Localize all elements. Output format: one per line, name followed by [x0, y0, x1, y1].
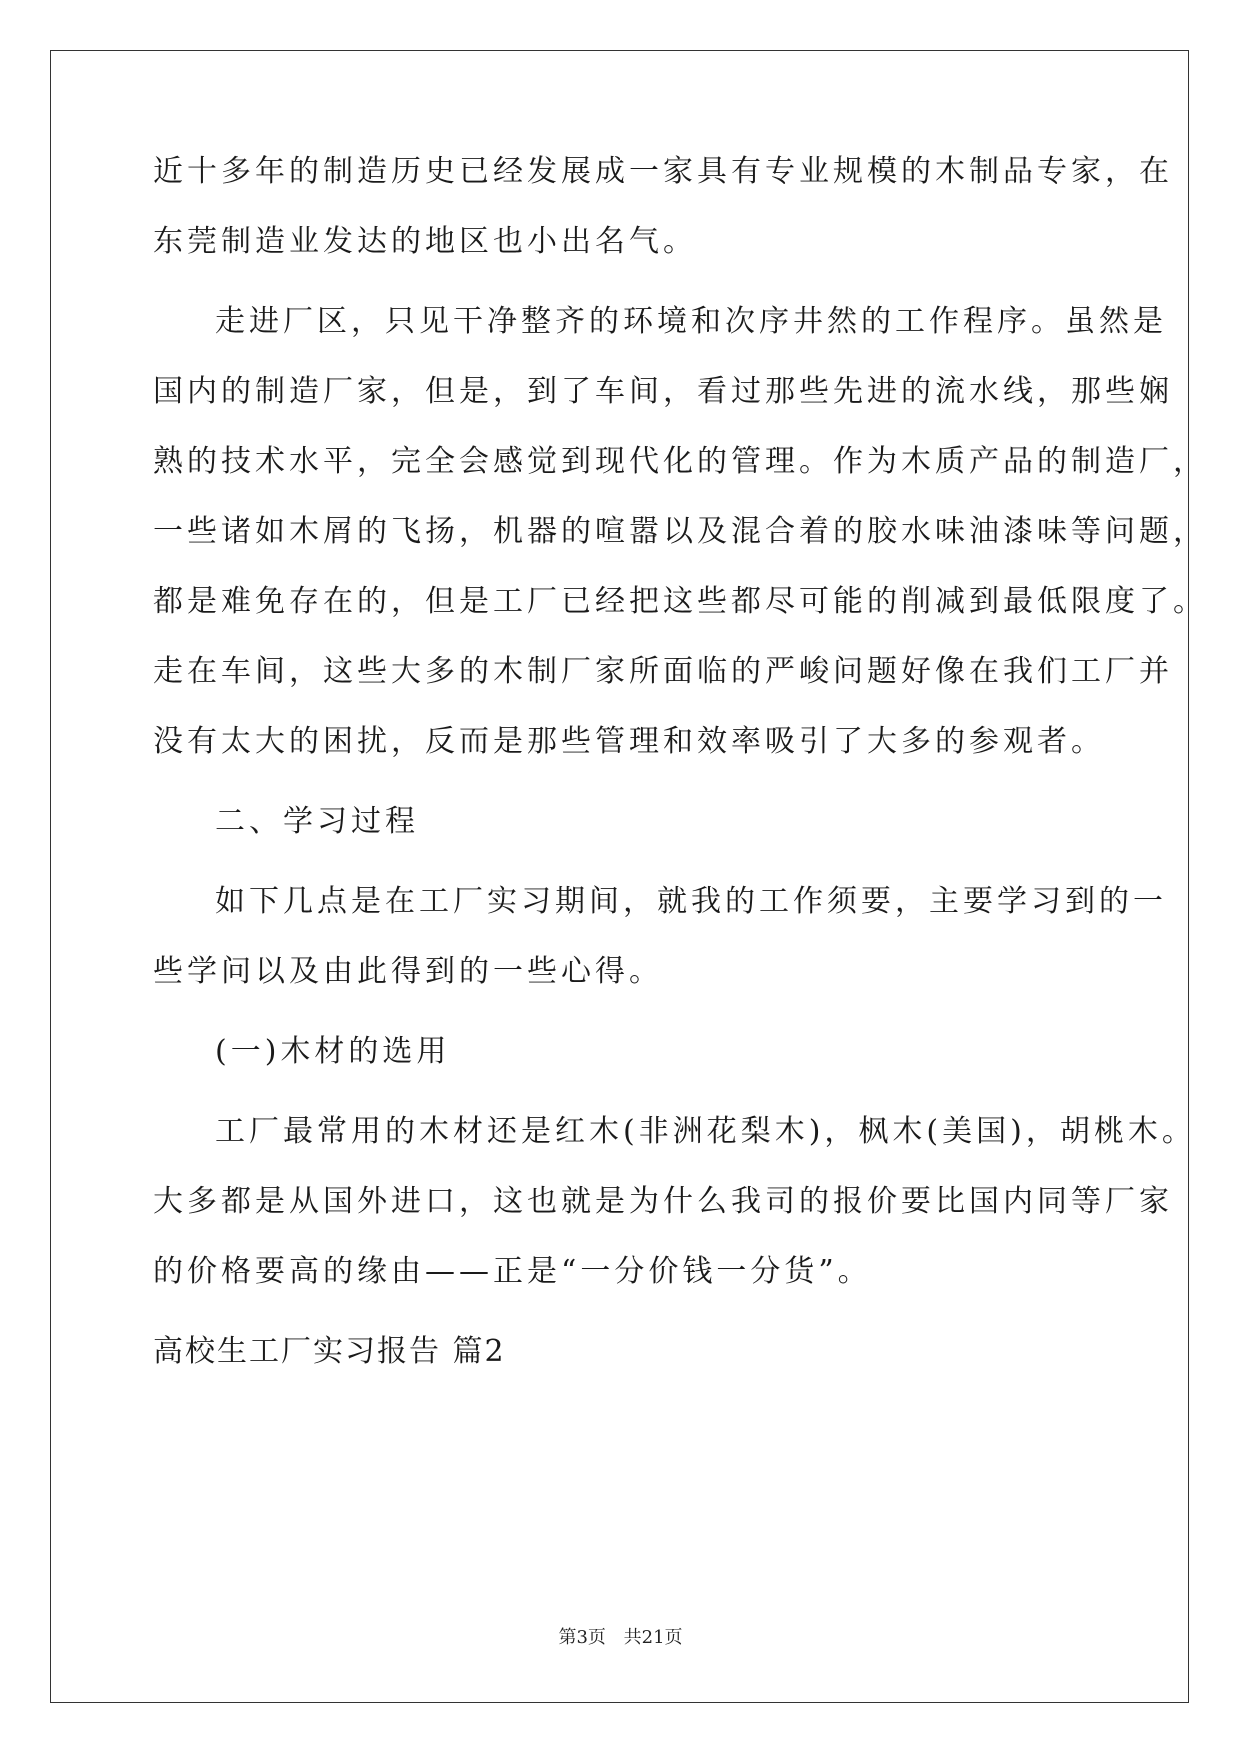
page-number: 第3页	[558, 1627, 606, 1648]
page-frame	[50, 50, 1189, 1703]
text-line: 一些诸如木屑的飞扬，机器的喧嚣以及混合着的胶水味油漆味等问题，	[153, 514, 1207, 549]
text-line: 大多都是从国外进口，这也就是为什么我司的报价要比国内同等厂家	[153, 1184, 1173, 1219]
text-line: 熟的技术水平，完全会感觉到现代化的管理。作为木质产品的制造厂，	[153, 444, 1207, 479]
text-line: 国内的制造厂家，但是，到了车间，看过那些先进的流水线，那些娴	[153, 374, 1173, 409]
report-title: 高校生工厂实习报告 篇2	[153, 1334, 506, 1369]
text-line: 如下几点是在工厂实习期间，就我的工作须要，主要学习到的一	[215, 884, 1167, 919]
page-total: 共21页	[623, 1627, 683, 1648]
text-line: 都是难免存在的，但是工厂已经把这些都尽可能的削减到最低限度了。	[153, 584, 1207, 619]
subsection-heading: (一)木材的选用	[215, 1034, 451, 1069]
text-line: 走在车间，这些大多的木制厂家所面临的严峻问题好像在我们工厂并	[153, 654, 1173, 689]
section-heading: 二、学习过程	[215, 804, 419, 839]
page-footer	[0, 1626, 1241, 1650]
text-line: 工厂最常用的木材还是红木(非洲花梨木)，枫木(美国)，胡桃木。	[215, 1114, 1196, 1149]
text-line: 没有太大的困扰，反而是那些管理和效率吸引了大多的参观者。	[153, 724, 1105, 759]
text-line: 的价格要高的缘由——正是“一分价钱一分货”。	[153, 1254, 872, 1289]
text-line: 走进厂区，只见干净整齐的环境和次序井然的工作程序。虽然是	[215, 304, 1167, 339]
text-line: 近十多年的制造历史已经发展成一家具有专业规模的木制品专家，在	[153, 154, 1173, 189]
text-line: 些学问以及由此得到的一些心得。	[153, 954, 663, 989]
text-line: 东莞制造业发达的地区也小出名气。	[153, 224, 697, 259]
